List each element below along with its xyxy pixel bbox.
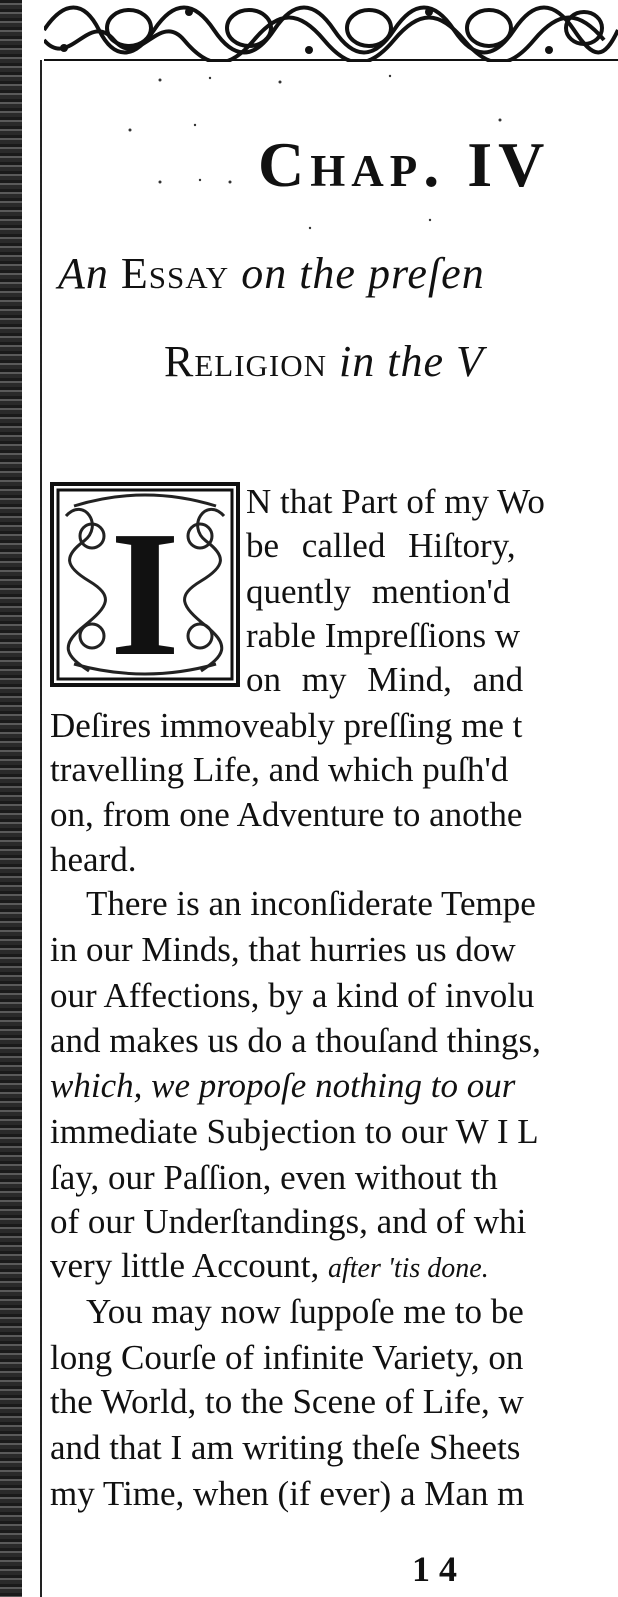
chapter-heading xyxy=(258,128,618,202)
text-line: on, from one Adventure to anothe xyxy=(50,795,523,834)
text-line: and makes us do a thouſand things, xyxy=(50,1021,541,1060)
floral-ornament-icon xyxy=(54,486,236,683)
text-line: travelling Life, and which puſh'd xyxy=(50,750,509,789)
text-line: which, we propoſe nothing to our xyxy=(50,1066,516,1105)
text-line: long Courſe of infinite Variety, on xyxy=(50,1338,524,1377)
text-run: very little Account, xyxy=(50,1246,320,1285)
text-line: ſay, our Paſſion, even without th xyxy=(50,1158,498,1197)
page-number: 1 4 xyxy=(412,1549,457,1589)
text-line: be called Hiſtory, xyxy=(246,526,516,565)
chapter-subtitle-line-2 xyxy=(164,336,618,387)
subtitle-word: in the V xyxy=(339,337,484,386)
text-line: in our Minds, that hurries us dow xyxy=(50,930,516,969)
binding-edge xyxy=(0,0,22,1597)
chapter-subtitle-line-1 xyxy=(58,248,618,299)
text-line: rable Impreſſions w xyxy=(246,616,521,655)
text-line: N that Part of my Wo xyxy=(246,482,545,521)
text-line: heard. xyxy=(50,840,137,879)
subtitle-word: Religion xyxy=(164,337,328,386)
subtitle-word: Essay xyxy=(120,249,230,298)
text-line xyxy=(50,1248,489,1283)
text-line: the World, to the Scene of Life, w xyxy=(50,1382,524,1421)
subtitle-word: on the preſen xyxy=(241,249,485,298)
text-line: and that I am writing theſe Sheets xyxy=(50,1428,521,1467)
text-line: on my Mind, and xyxy=(246,660,524,699)
ornamental-headpiece xyxy=(44,0,618,62)
subtitle-word: An xyxy=(58,249,109,298)
margin-rule xyxy=(40,60,42,1597)
chapter-number: IV xyxy=(467,129,551,200)
text-line: our Affections, by a kind of involu xyxy=(50,976,535,1015)
text-line: There is an inconſiderate Tempe xyxy=(86,884,536,923)
text-line: quently mention'd xyxy=(246,572,511,611)
drop-cap-letter: I xyxy=(109,494,181,683)
text-line: You may now ſuppoſe me to be xyxy=(86,1292,524,1331)
text-line: my Time, when (if ever) a Man m xyxy=(50,1474,525,1513)
chapter-label: Chap. xyxy=(258,129,446,200)
text-line: immediate Subjection to our W I L xyxy=(50,1112,539,1151)
text-line: of our Underſtandings, and of whi xyxy=(50,1202,527,1241)
drop-cap-initial xyxy=(50,482,240,687)
italic-phrase: after 'tis done. xyxy=(327,1253,489,1284)
text-line: Deſires immoveably preſſing me t xyxy=(50,706,523,745)
